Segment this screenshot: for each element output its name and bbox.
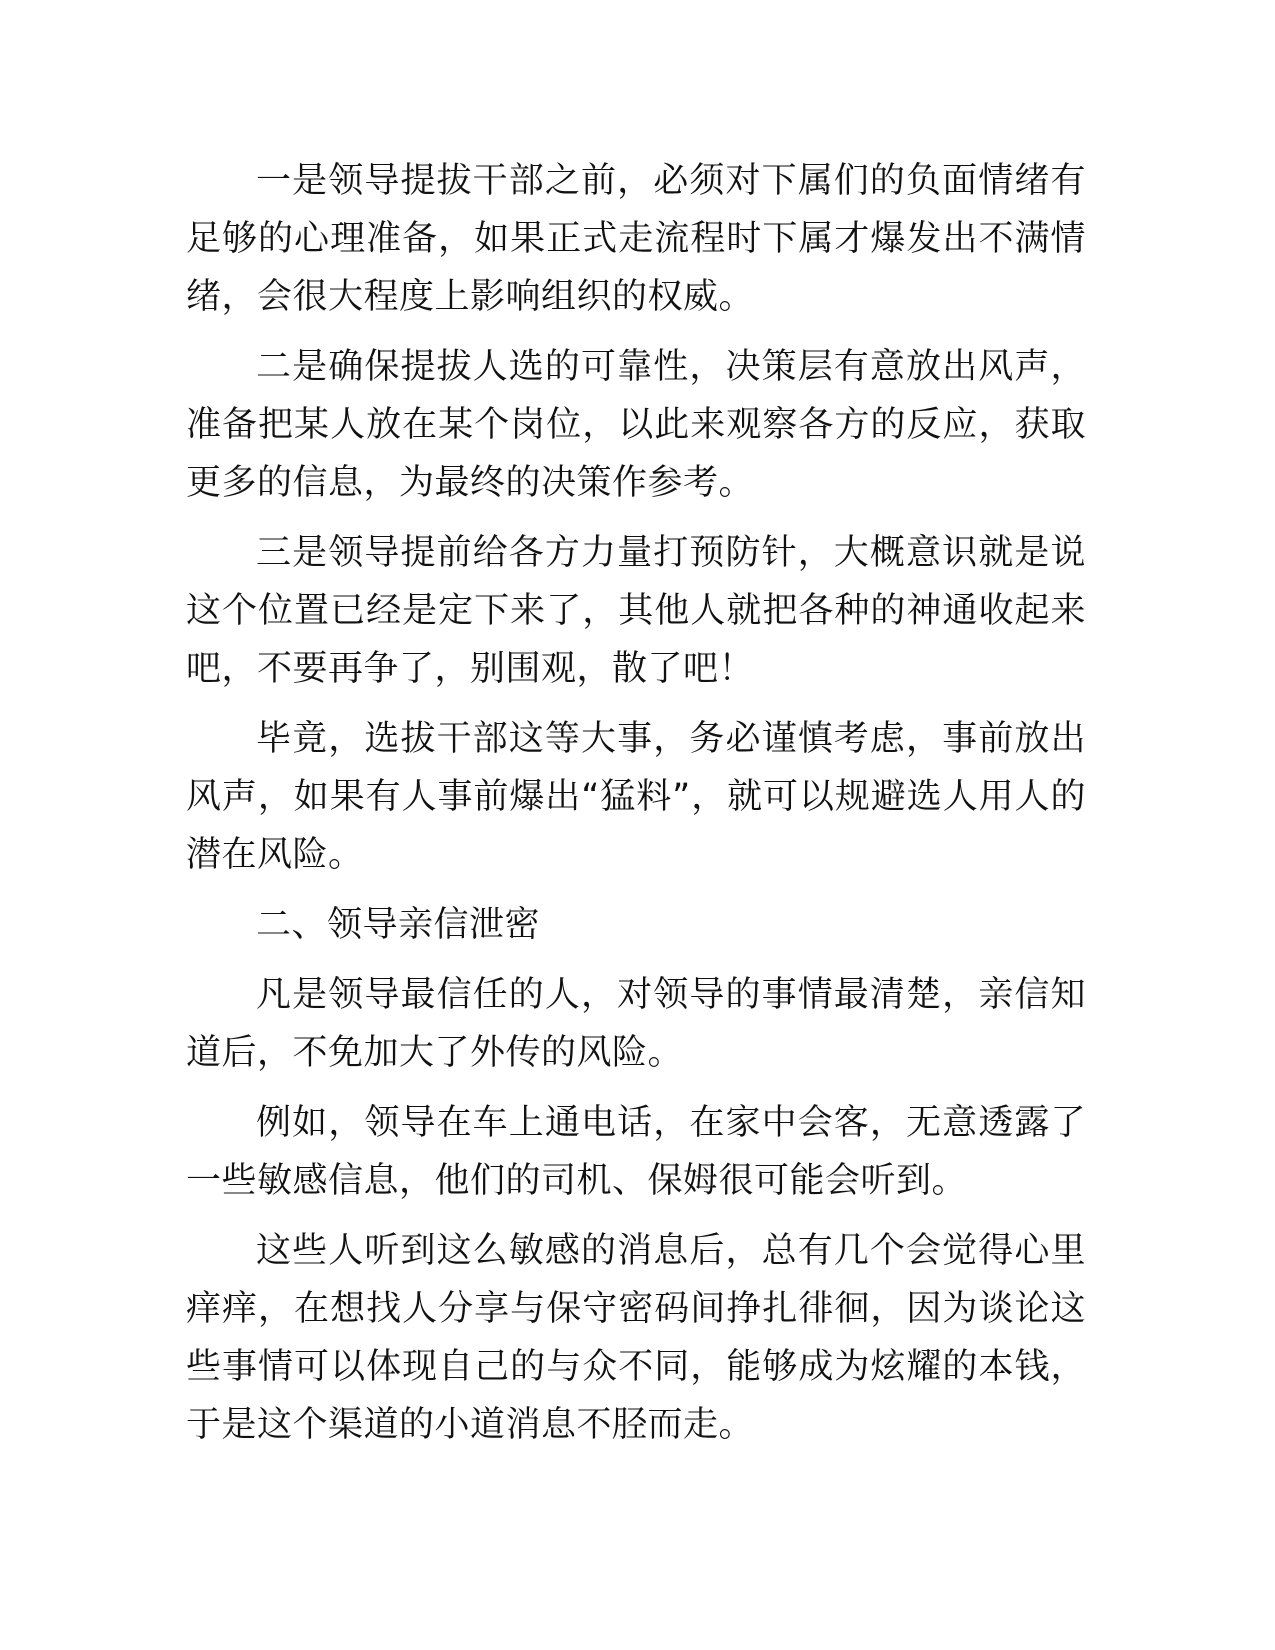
paragraph-4: 毕竟，选拔干部这等大事，务必谨慎考虑，事前放出风声，如果有人事前爆出“猛料”，就可以规避选人用人的潜在风险。	[186, 719, 1086, 875]
paragraph-6: 例如，领导在车上通电话，在家中会客，无意透露了一些敏感信息，他们的司机、保姆很可能会听到。	[186, 1103, 1086, 1201]
document-body	[186, 152, 1086, 1466]
paragraph-1: 一是领导提拔干部之前，必须对下属们的负面情绪有足够的心理准备，如果正式走流程时下属才爆发出不满情绪，会很大程度上影响组织的权威。	[186, 161, 1086, 317]
paragraph-7: 这些人听到这么敏感的消息后，总有几个会觉得心里痒痒，在想找人分享与保守密码间挣扎徘徊，因为谈论这些事情可以体现自己的与众不同，能够成为炫耀的本钱，于是这个渠道的小道消息不胫而走。	[186, 1231, 1086, 1445]
paragraph-2: 二是确保提拔人选的可靠性，决策层有意放出风声，准备把某人放在某个岗位，以此来观察各方的反应，获取更多的信息，为最终的决策作参考。	[186, 347, 1086, 503]
paragraph-3: 三是领导提前给各方力量打预防针，大概意识就是说这个位置已经是定下来了，其他人就把各种的神通收起来吧，不要再争了，别围观，散了吧！	[186, 533, 1086, 689]
section-heading: 二、领导亲信泄密	[256, 905, 541, 945]
paragraph-5: 凡是领导最信任的人，对领导的事情最清楚，亲信知道后，不免加大了外传的风险。	[186, 975, 1086, 1073]
